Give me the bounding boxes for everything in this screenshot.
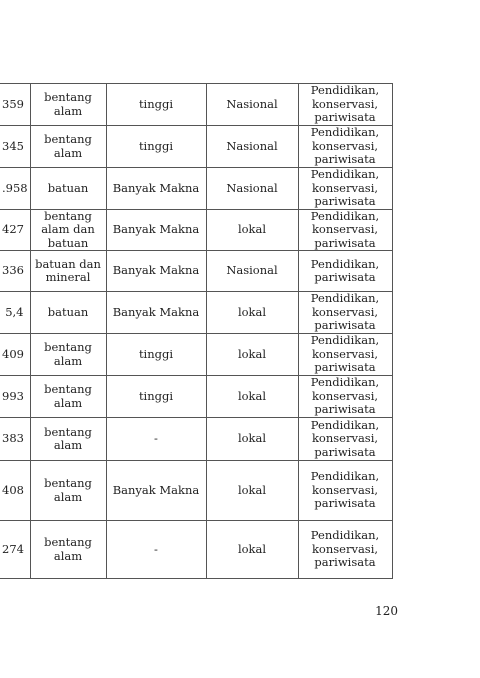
table-cell-type: bentang alam xyxy=(30,418,106,461)
table-cell-value: 345 xyxy=(0,126,30,168)
table-cell-level: Nasional xyxy=(206,126,298,168)
table-cell-type: bentang alam xyxy=(30,334,106,376)
table-cell-level: Nasional xyxy=(206,168,298,210)
table-cell-value: 359 xyxy=(0,84,30,126)
table-cell-type: batuan xyxy=(30,292,106,334)
table-cell-level: Nasional xyxy=(206,84,298,126)
table-row xyxy=(0,521,392,579)
table-cell-type: bentang alam xyxy=(30,84,106,126)
table-cell-type: bentang alam xyxy=(30,521,106,579)
geosite-table xyxy=(0,83,393,579)
table-cell-use: Pendidikan, pariwisata xyxy=(298,251,392,292)
table-row xyxy=(0,126,392,168)
table-cell-value: 336 xyxy=(0,251,30,292)
table-cell-significance: Banyak Makna xyxy=(106,251,206,292)
table-cell-use: Pendidikan, konservasi, pariwisata xyxy=(298,209,392,251)
table-row xyxy=(0,209,392,251)
table-row xyxy=(0,84,392,126)
table-cell-significance: Banyak Makna xyxy=(106,461,206,521)
table-cell-use: Pendidikan, konservasi, pariwisata xyxy=(298,168,392,210)
table-cell-type: batuan dan mineral xyxy=(30,251,106,292)
table-cell-level: lokal xyxy=(206,334,298,376)
table-row xyxy=(0,251,392,292)
table-cell-value: 409 xyxy=(0,334,30,376)
table-cell-type: bentang alam xyxy=(30,461,106,521)
table-row xyxy=(0,418,392,461)
table-cell-level: lokal xyxy=(206,461,298,521)
table-cell-use: Pendidikan, konservasi, pariwisata xyxy=(298,418,392,461)
table-cell-use: Pendidikan, konservasi, pariwisata xyxy=(298,376,392,418)
table-cell-level: Nasional xyxy=(206,251,298,292)
table-cell-value: 408 xyxy=(0,461,30,521)
table-row xyxy=(0,292,392,334)
table-cell-type: bentang alam dan batuan xyxy=(30,209,106,251)
table-cell-use: Pendidikan, konservasi, pariwisata xyxy=(298,334,392,376)
page-number: 120 xyxy=(375,604,398,618)
table-cell-level: lokal xyxy=(206,209,298,251)
table-row xyxy=(0,334,392,376)
table-cell-use: Pendidikan, konservasi, pariwisata xyxy=(298,84,392,126)
table-cell-significance: tinggi xyxy=(106,334,206,376)
table-cell-value: 274 xyxy=(0,521,30,579)
table-cell-significance: tinggi xyxy=(106,126,206,168)
table-cell-level: lokal xyxy=(206,292,298,334)
table-row xyxy=(0,376,392,418)
table-cell-type: bentang alam xyxy=(30,126,106,168)
table-row xyxy=(0,461,392,521)
table-cell-significance: - xyxy=(106,418,206,461)
table-cell-value: 993 xyxy=(0,376,30,418)
table-cell-level: lokal xyxy=(206,418,298,461)
table-cell-use: Pendidikan, konservasi, pariwisata xyxy=(298,126,392,168)
table-cell-significance: Banyak Makna xyxy=(106,168,206,210)
table-cell-value: 427 xyxy=(0,209,30,251)
table-cell-value: 5,4 xyxy=(0,292,30,334)
table-cell-level: lokal xyxy=(206,376,298,418)
table-cell-significance: tinggi xyxy=(106,84,206,126)
table-cell-value: .958 xyxy=(0,168,30,210)
table-cell-use: Pendidikan, konservasi, pariwisata xyxy=(298,292,392,334)
table-cell-type: bentang alam xyxy=(30,376,106,418)
table-cell-value: 383 xyxy=(0,418,30,461)
data-table-container xyxy=(0,83,392,579)
table-cell-level: lokal xyxy=(206,521,298,579)
table-cell-type: batuan xyxy=(30,168,106,210)
table-cell-significance: Banyak Makna xyxy=(106,292,206,334)
table-cell-significance: tinggi xyxy=(106,376,206,418)
table-cell-significance: Banyak Makna xyxy=(106,209,206,251)
table-cell-significance: - xyxy=(106,521,206,579)
table-cell-use: Pendidikan, konservasi, pariwisata xyxy=(298,461,392,521)
table-row xyxy=(0,168,392,210)
table-cell-use: Pendidikan, konservasi, pariwisata xyxy=(298,521,392,579)
